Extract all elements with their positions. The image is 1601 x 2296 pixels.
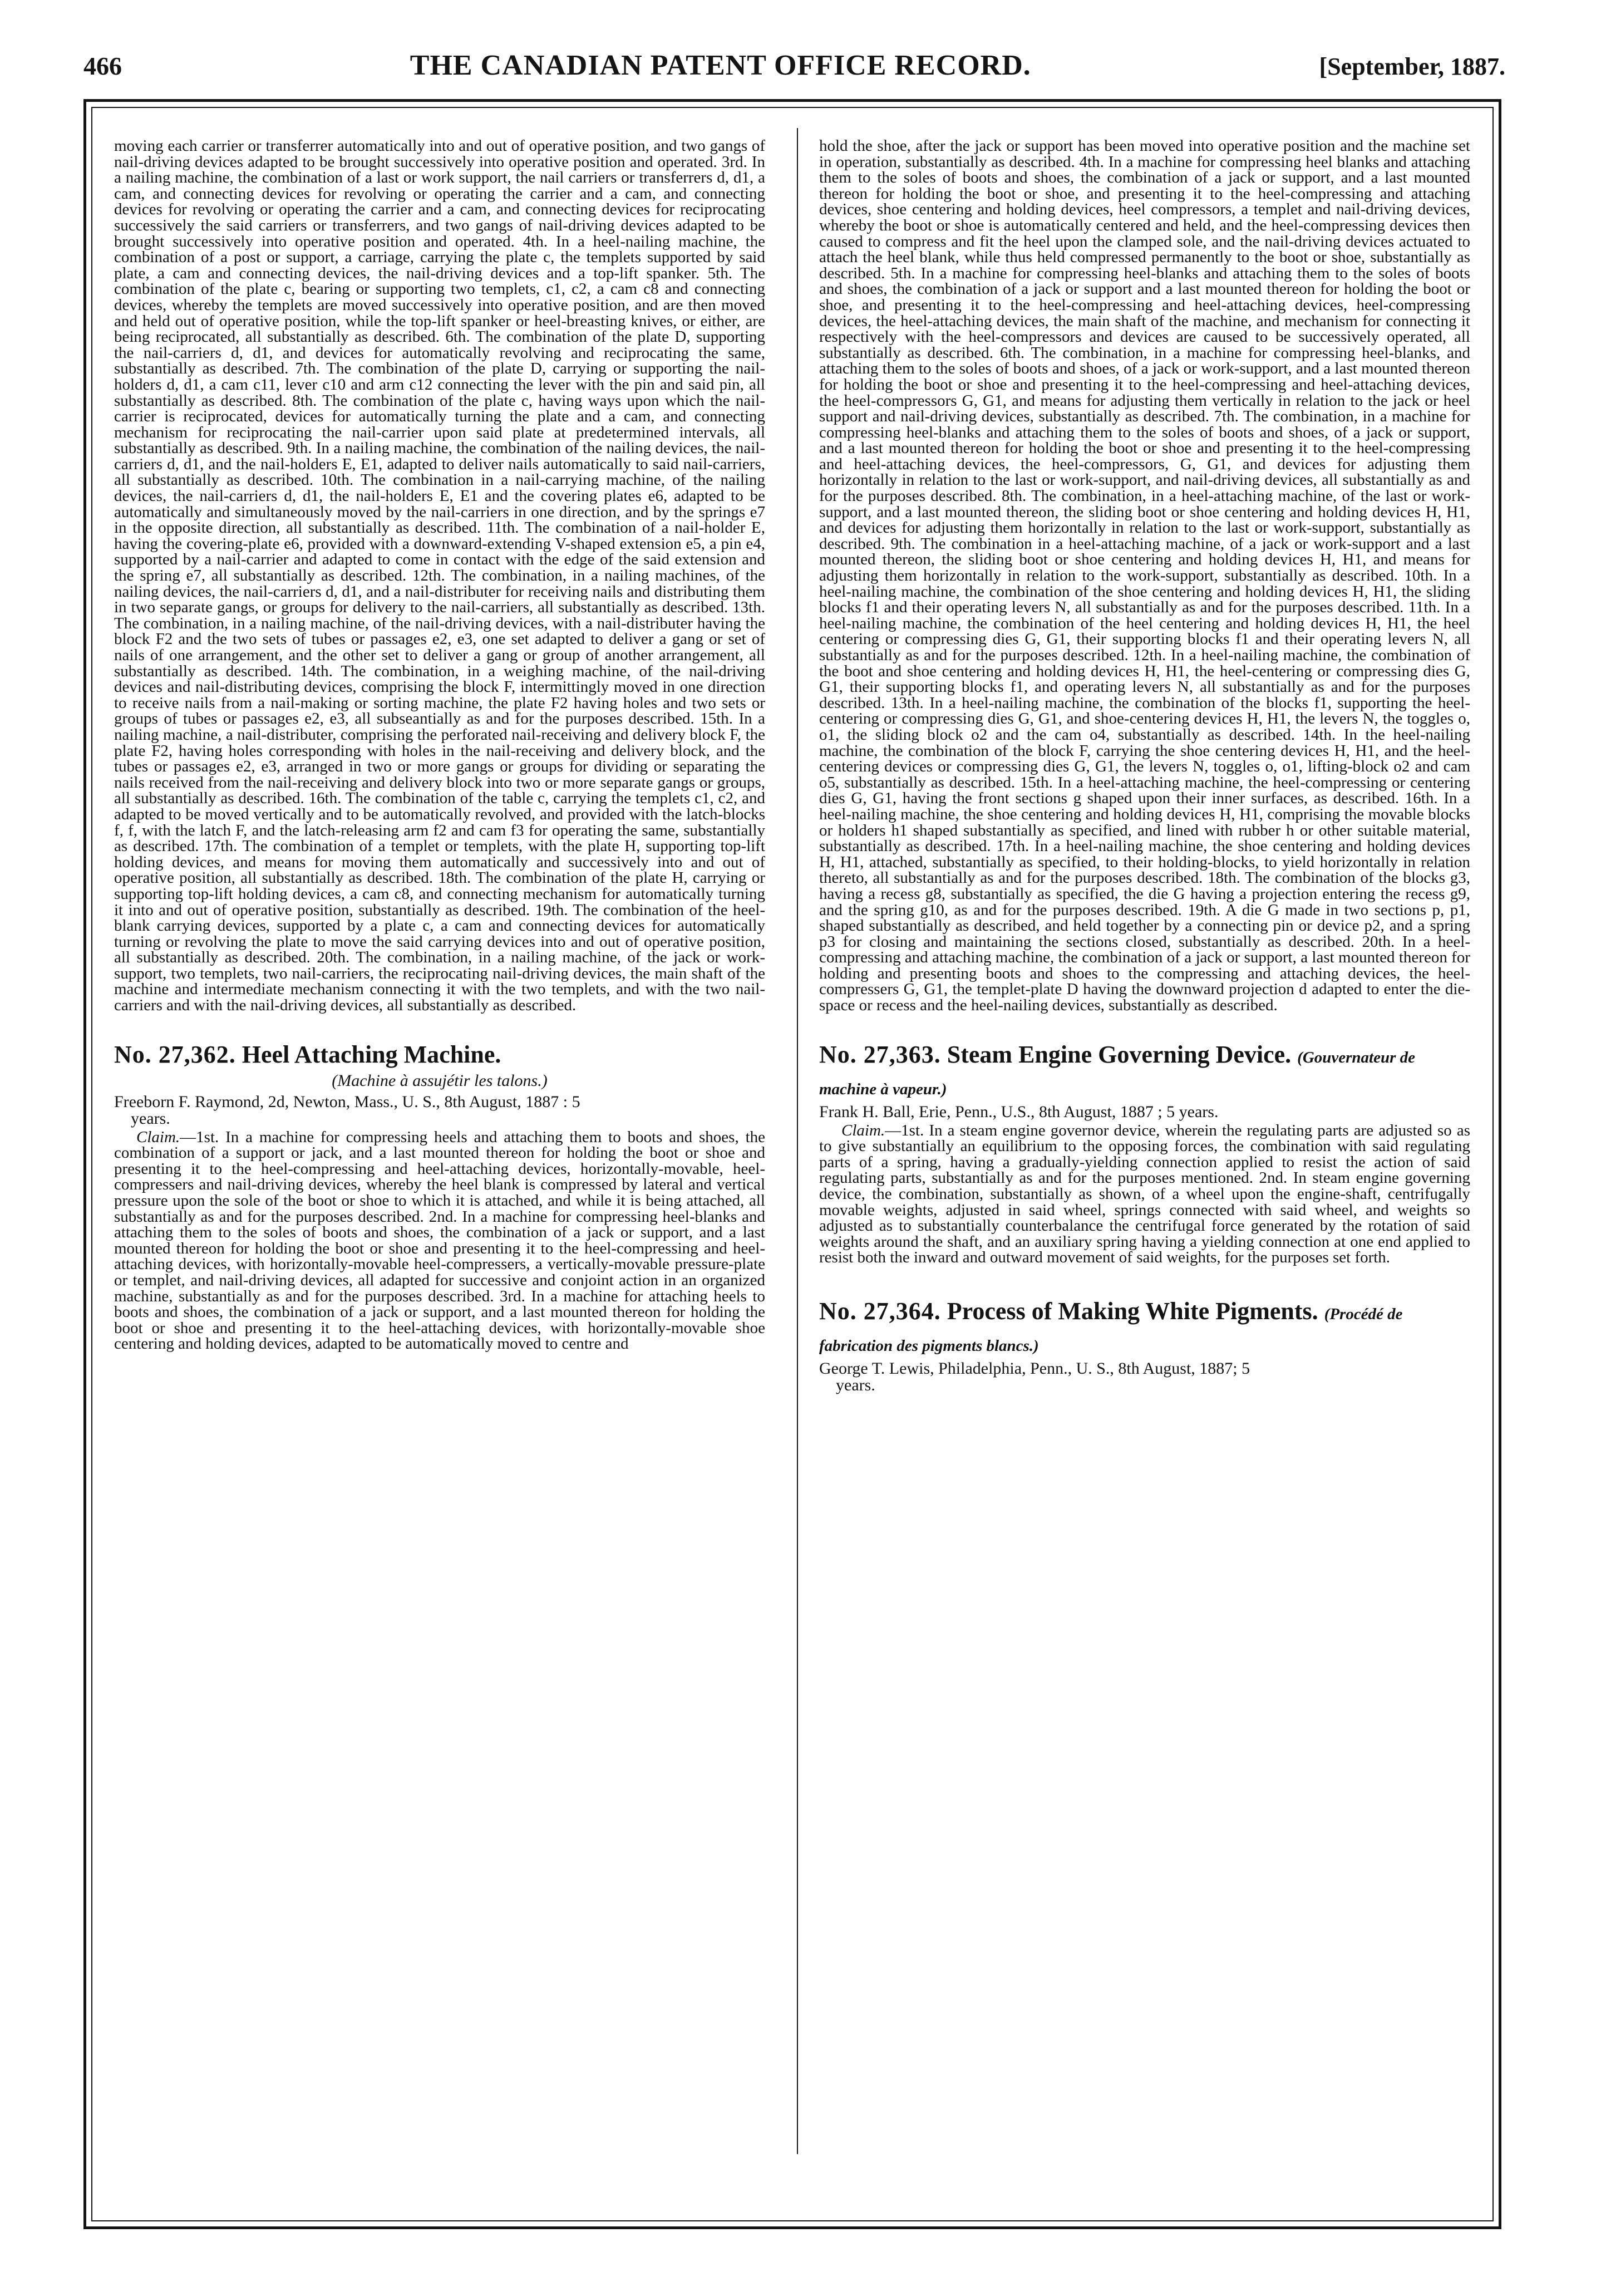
entry-heading [114,1040,765,1069]
patent-entry-27364 [819,1297,1470,1394]
patent-term: years. [836,1376,875,1394]
claim-text: —1st. In a steam engine governor device, wherein the regulating parts are adjusted so as to give substantially an equilibrium to the opposing forces, the combination with said regulating parts of a spring, having a gradually-yielding connection applied to resist the action of said regulating parts, substantially as and for the purposes mentioned. 2nd. In steam engine governing device, the combination, substantially as shown, of a wheel upon the engine-shaft, centrifugally movable weights, adjusted in said wheel, springs connected with said wheel, and weights so adjusted as to substantially counterbalance the centrifugal force generated by the rotation of said weights around the shaft, and an auxiliary spring having a yielding connection at one end applied to resist both the inward and outward movement of said weights, for the purposes set forth. [819,1121,1470,1267]
entry-title: Steam Engine Governing Device. [947,1040,1292,1068]
entry-french-title: (Procédé de fabrication des pigments blancs.) [819,1305,1403,1355]
patent-entry-27362 [114,1040,765,1352]
entry-claims [819,1123,1470,1266]
patentee-line: Freeborn F. Raymond, 2d, Newton, Mass., U. S., 8th August, 1887 : 5 [114,1092,580,1111]
claims-continuation-left: moving each carrier or transferrer automatically into and out of operative position, and two gangs of nail-driving devices adapted to be brought successively into operative position and operated. 3rd. In a nailing machine, the combination of a last or work support, the nail carriers or transferrers d, d1, a cam, and connecting devices for revolving or operating the carrier and a cam, and connecting devices for revolving or operating the carrier and a cam, and connecting devices for reciprocating successively the said carriers or transferrers, and two gangs of nail-driving devices adapted to be brought successively into operative position and operated. 4th. In a heel-nailing machine, the combination of a post or support, a carriage, carrying the plate c, the templets supported by said plate, a cam and connecting devices, the nail-driving devices and a top-lift spanker. 5th. The combination of the plate c, bearing or supporting two templets, c1, c2, a cam c8 and connecting devices, whereby the templets are moved successively into operative position, and are then moved and held out of operative position, while the top-lift spanker or heel-breasting knives, or either, are being reciprocated, all substantially as described. 6th. The combination of the plate D, supporting the nail-carriers d, d1, and devices for automatically revolving and reciprocating the same, substantially as described. 7th. The combination of the plate D, carrying or supporting the nail-holders d, d1, a cam c11, lever c10 and arm c12 connecting the lever with the pin and said pin, all substantially as described. 8th. The combination of the plate c, having ways upon which the nail-carrier is reciprocated, devices for automatically turning the plate and a cam, and connecting mechanism for reciprocating the nail-carrier upon said plate at predetermined intervals, all substantially as described. 9th. In a nailing machine, the combination of the nailing devices, the nail-carriers d, d1, and the nail-holders E, E1, adapted to deliver nails automatically to said nail-carriers, all substantially as described. 10th. The combination in a nail-carrying machine, of the nailing devices, the nail-carriers d, d1, the nail-holders E, E1 and the covering plates e6, adapted to be automatically and simultaneously moved by the nail-carriers in one direction, and by the springs e7 in the opposite direction, all substantially as described. 11th. The combination of a nail-holder E, having the covering-plate e6, provided with a downward-extending V-shaped extension e5, a pin e4, supported by a nail-carrier and adapted to come in contact with the edge of the said extension and the spring e7, all substantially as described. 12th. The combination, in a nailing machines, of the nailing devices, the nail-carriers d, d1, and a nail-distributer for receiving nails and distributing them in two separate gangs, or groups for delivery to the nail-carriers, all substantially as described. 13th. The combination, in a nailing machine, of the nail-driving devices, with a nail-distributer having the block F2 and the two sets of tubes or passages e2, e3, one set adapted to deliver a gang or set of nails of one arrangement, and the other set to deliver a gang or group of another arrangement, all substantially as described. 14th. The combination, in a weighing machine, of the nail-driving devices and nail-distributing devices, comprising the block F, intermittingly moved in one direction to receive nails from a nail-making or sorting machine, the plate F2 having holes and two sets or groups of tubes or passages e2, e3, all subseantially as and for the purposes described. 15th. In a nailing machine, a nail-distributer, comprising the perforated nail-receiving and delivery block F, the plate F2, having holes corresponding with holes in the nail-receiving and delivery block, and the tubes or passages e2, e3, arranged in two or more gangs or groups for dividing or separating the nails received from the nail-receiving and delivery block into two or more separate gangs or groups, all substantially as described. 16th. The combination of the table c, carrying the templets c1, c2, and adapted to be moved vertically and to be automatically revolved, and provided with the latch-blocks f, f, with the latch F, and the latch-releasing arm f2 and cam f3 for operating the same, substantially as described. 17th. The combination of a templet or templets, with the plate H, supporting top-lift holding devices, and means for moving them automatically and successively into and out of operative position, all substantially as described. 18th. The combination of the plate H, carrying or supporting top-lift holding devices, a cam c8, and connecting mechanism for automatically turning it into and out of operative position, substantially as described. 19th. The combination of the heel-blank carrying devices, supported by a plate c, a cam and connecting devices for automatically turning or revolving the plate to move the said carrying devices into and out of operative position, all substantially as described. 20th. The combination, in a nailing machine, of the jack or work-support, two templets, two nail-carriers, the reciprocating nail-driving devices, the main shaft of the machine and intermediate mechanism connecting it with the two templets, and with the two nail-carriers and with the nail-driving devices, all substantially as described. [114,137,765,1015]
entry-patentee [819,1360,1470,1394]
entry-number: No. 27,364. [819,1297,941,1325]
entry-number: No. 27,363. [819,1040,941,1068]
journal-title: THE CANADIAN PATENT OFFICE RECORD. [410,50,1031,81]
page-header [83,49,1505,88]
claim-label: Claim. [841,1121,885,1139]
page-number: 466 [83,52,122,80]
claim-label: Claim. [136,1128,180,1146]
entry-french-title: (Gouvernateur de machine à vapeur.) [819,1048,1416,1098]
entry-heading [819,1297,1470,1360]
entry-heading [819,1040,1470,1104]
entry-claims [114,1129,765,1352]
issue-date: [September, 1887. [1319,53,1505,80]
entry-patentee [114,1094,765,1127]
column-divider [797,128,798,2154]
entry-title: Process of Making White Pigments. [947,1297,1318,1325]
entry-title: Heel Attaching Machine. [242,1040,501,1068]
claim-text: —1st. In a machine for compressing heels and attaching them to boots and shoes, the combination of a support or jack, and a last mounted thereon for holding the boot or shoe and presenting it to the heel-compressing and heel-attaching devices, horizontally-movable, heel-compressers and nail-driving devices, whereby the heel blank is compressed by lateral and vertical pressure upon the sole of the boot or shoe to which it is attached, and while it is being attached, all substantially as and for the purposes described. 2nd. In a machine for compressing heel-blanks and attaching them to the soles of boots and shoes, the combination of a jack or support, and a last mounted thereon for holding the boot or shoe and presenting it to the heel-compressing and heel-attaching devices, with horizontally-movable heel-compressers, a vertically-movable pressure-plate or templet, and nail-driving devices, all adapted for successive and conjoint action in an organized machine, substantially as and for the purposes described. 3rd. In a machine for attaching heels to boots and shoes, the combination of a jack or support, and a last mounted thereon for holding the boot or shoe and presenting it to the heel-attaching devices, with horizontally-movable shoe centering and holding devices, adapted to be automatically moved to centre and [114,1128,765,1353]
left-column [114,138,765,1352]
entry-number: No. 27,362. [114,1040,236,1068]
patentee-line: George T. Lewis, Philadelphia, Penn., U. S., 8th August, 1887; 5 [819,1359,1250,1378]
right-column [819,138,1470,1394]
patent-entry-27363 [819,1040,1470,1266]
entry-patentee: Frank H. Ball, Erie, Penn., U.S., 8th August, 1887 ; 5 years. [819,1102,1219,1121]
entry-french-title: (Machine à assujétir les talons.) [332,1071,548,1090]
claims-continuation-right: hold the shoe, after the jack or support has been moved into operative position and the machine set in operation, substantially as described. 4th. In a machine for compressing heel blanks and attaching them to the soles of boots and shoes, the combination of a jack or support, and a last mounted thereon for holding the boot or shoe, and presenting it to the heel-compressing and attaching devices, shoe centering and holding devices, heel compressors, a templet and nail-driving devices, whereby the boot or shoe is automatically centered and held, and the heel-compressing devices then caused to compress and fit the heel upon the clamped sole, and the nail-driving devices actuated to attach the heel blank, while thus held compressed permanently to the boot or shoe, substantially as described. 5th. In a machine for compressing heel-blanks and attaching them to the soles of boots and shoes, the combination of a jack or support and a last mounted thereon for holding the boot or shoe, and presenting it to the heel-compressing and heel-attaching devices, heel-compressing devices, the heel-attaching devices, the main shaft of the machine, and mechanism for connecting it respectively with the heel-compressors and devices are caused to be successively operated, all substantially as described. 6th. The combination, in a machine for compressing heel-blanks, and attaching them to the soles of boots and shoes, of a jack or work-support, and a last mounted thereon for holding the boot or shoe and presenting it to the heel-compressing and heel-attaching devices, the heel-compressors G, G1, and means for adjusting them vertically in relation to the jack or heel support and nail-driving devices, substantially as described. 7th. The combination, in a machine for compressing heel-blanks and attaching them to the soles of boots and shoes, of a jack or support, and a last mounted thereon for holding the boot or shoe and presenting it to the heel-compressing and heel-attaching devices, the heel-compressors, G, G1, and devices for adjusting them horizontally in relation to the last or work-support, and nail-driving devices, all substantially as and for the purposes described. 8th. The combination, in a heel-attaching machine, of the last or work-support, and a last mounted thereon, the sliding boot or shoe centering and holding devices H, H1, and devices for adjusting them horizontally in relation to the last or work-support, substantially as described. 9th. The combination in a heel-attaching machine, of a jack or work-support and a last mounted thereon, the sliding boot or shoe centering and holding devices H, H1, and means for adjusting them horizontally in relation to the work-support, substantially as described. 10th. In a heel-nailing machine, the combination of the shoe centering and holding devices H, H1, the sliding blocks f1 and their operating levers N, all substantially as and for the purposes described. 11th. In a heel-nailing machine, the combination of the heel centering and holding devices H, H1, the heel centering or compressing dies G, G1, their supporting blocks f1 and their operating levers N, all substantially as and for the purposes described. 12th. In a heel-nailing machine, the combination of the boot and shoe centering and holding devices H, H1, the heel-centering or compressing dies G, G1, their supporting blocks f1, and operating levers N, all substantially as and for the purposes described. 13th. In a heel-nailing machine, the combination of the blocks f1, supporting the heel-centering or compressing dies G, G1, and shoe-centering devices H, H1, the levers N, the toggles o, o1, the sliding block o2 and the cam o4, substantially as described. 14th. In the heel-nailing machine, the combination of the block F, carrying the shoe centering devices H, H1, and the heel-centering devices or compressing dies G, G1, the levers N, toggles o, o1, lifting-block o2 and cam o5, substantially as described. 15th. In a heel-attaching machine, the heel-compressing or centering dies G, G1, having the front sections g shaped upon their inner surfaces, as described. 16th. In a heel-nailing machine, the shoe centering and holding devices H, H1, comprising the movable blocks or holders h1 shaped substantially as specified, and lined with rubber h or other suitable material, substantially as described. 17th. In a heel-nailing machine, the shoe centering and holding devices H, H1, attached, substantially as specified, to their holding-blocks, to yield horizontally in relation thereto, all substantially as and for the purposes described. 18th. The combination of the blocks g3, having a recess g8, substantially as specified, the die G having a projection entering the recess g9, and the spring g10, as and for the purposes described. 19th. A die G made in two sections p, p1, shaped substantially as described, and held together by a connecting pin or device p2, and a spring p3 for closing and maintaining the sections closed, substantially as described. 20th. In a heel-compressing and attaching machine, the combination of a jack or support, a last mounted thereon for holding and presenting boots and shoes to the compressing and attaching devices, the heel-compressers G, G1, the templet-plate D having the downward projection d adapted to enter the die-space or recess and the heel-nailing devices, substantially as described. [819,137,1470,1015]
patent-term: years. [131,1109,170,1128]
